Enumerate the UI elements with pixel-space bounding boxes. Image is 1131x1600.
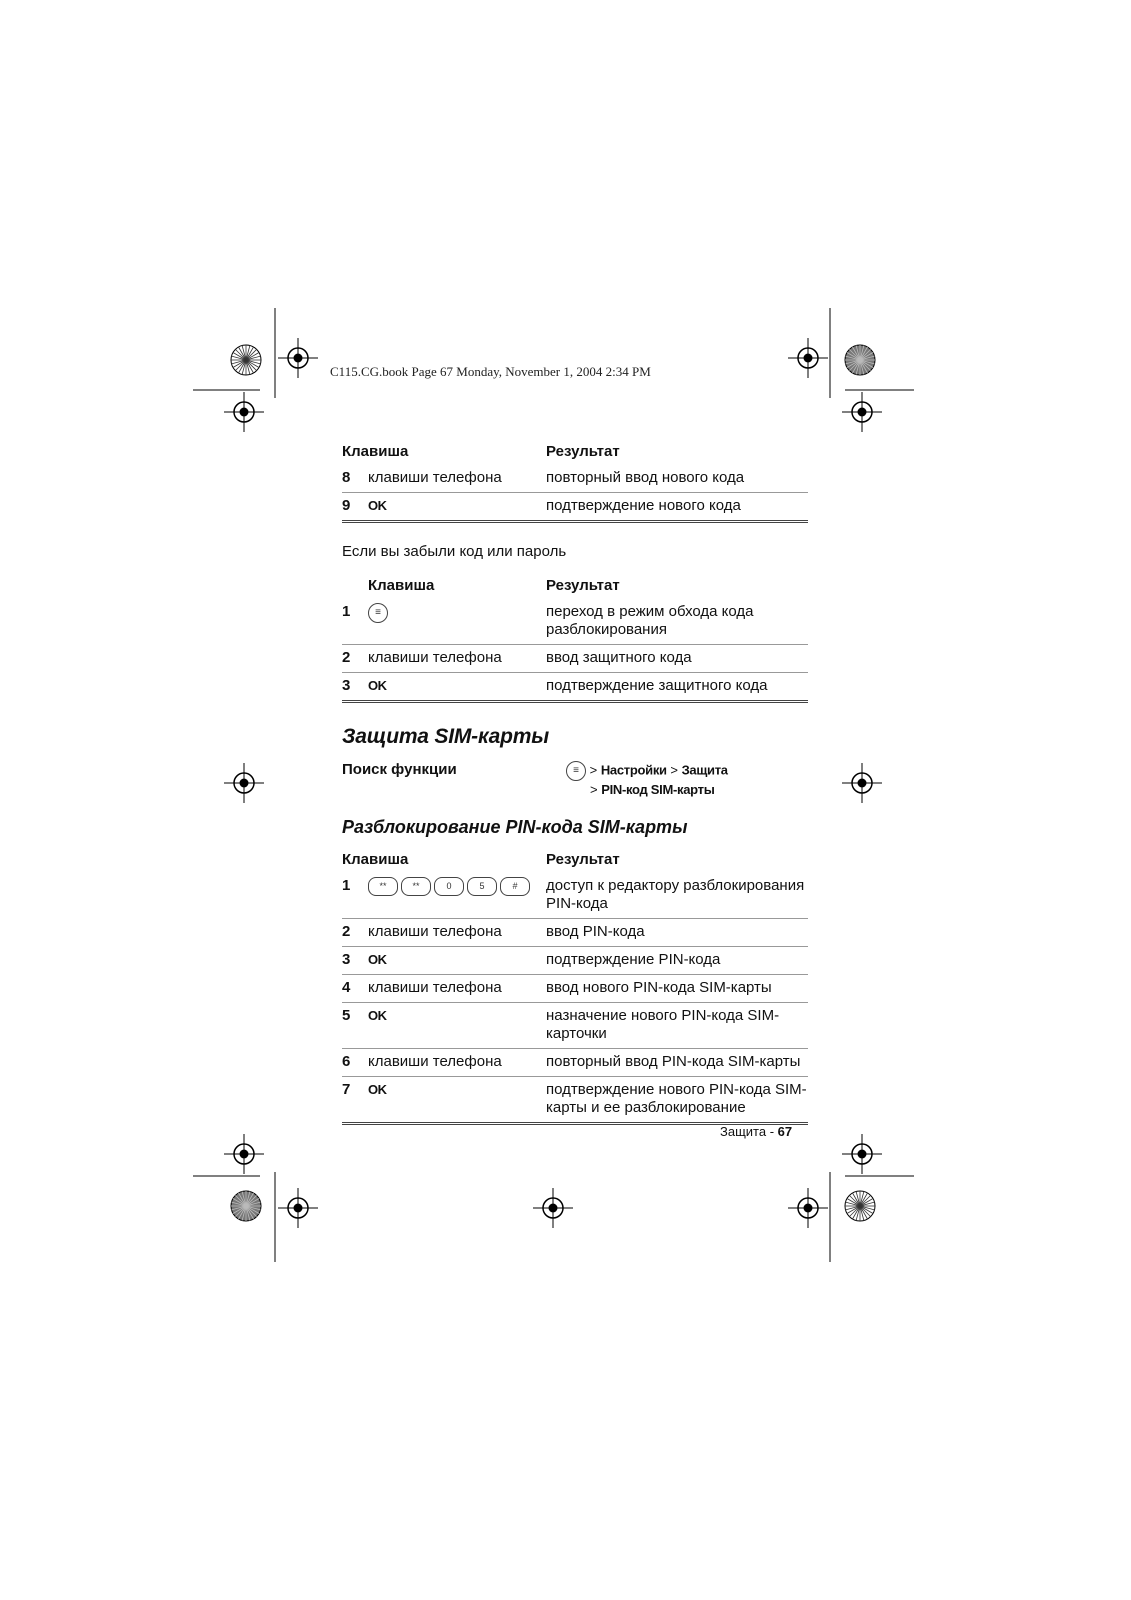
- step-number: 3: [342, 947, 368, 975]
- menu-key-icon: ≡: [566, 761, 586, 781]
- col-key-header: Клавиша: [342, 443, 409, 460]
- ok-key-label: OK: [368, 952, 387, 967]
- registration-mark-icon: [842, 1134, 882, 1174]
- key-cell: клавиши телефона: [368, 919, 546, 947]
- result-cell: подтверждение нового кода: [546, 493, 808, 522]
- path-separator: >: [589, 762, 598, 778]
- registration-mark-icon: [842, 392, 882, 432]
- col-result-header: Результат: [546, 851, 620, 868]
- color-wheel-icon: [845, 1191, 875, 1221]
- key-cell: [368, 1003, 546, 1049]
- col-num-header: [342, 574, 368, 599]
- star-key-icon: **: [401, 877, 431, 896]
- result-cell: ввод PIN-кода: [546, 919, 808, 947]
- registration-mark-icon: [788, 1188, 828, 1228]
- key-cell: клавиши телефона: [368, 975, 546, 1003]
- table-row: [342, 873, 808, 919]
- step-number: 8: [342, 469, 351, 486]
- table-row: [342, 947, 808, 975]
- page-content: [342, 440, 808, 1125]
- color-wheel-icon: [845, 345, 875, 375]
- table-row: [342, 919, 808, 947]
- color-wheel-icon: [231, 1191, 261, 1221]
- registration-mark-icon: [788, 338, 828, 378]
- table-row: [342, 493, 808, 522]
- menu-key-icon: ≡: [368, 603, 388, 623]
- result-cell: подтверждение PIN-кода: [546, 947, 808, 975]
- key-table-forgot: [342, 574, 808, 703]
- hash-key-icon: #: [500, 877, 530, 896]
- key-cell: [368, 673, 546, 702]
- menu-path: [566, 761, 728, 799]
- col-result-header: Результат: [546, 577, 620, 594]
- registration-mark-icon: [224, 1134, 264, 1174]
- footer-section: Защита: [720, 1124, 767, 1139]
- key-cell: [368, 873, 546, 919]
- key-cell: клавиши телефона: [368, 645, 546, 673]
- table-row: [342, 1077, 808, 1124]
- col-result-header: Результат: [546, 443, 620, 460]
- forgot-code-intro: Если вы забыли код или пароль: [342, 543, 567, 560]
- table-row: [342, 975, 808, 1003]
- result-cell: назначение нового PIN-кода SIM-карточки: [546, 1003, 808, 1049]
- star-key-icon: **: [368, 877, 398, 896]
- col-key-header: Клавиша: [342, 851, 409, 868]
- registration-mark-icon: [533, 1188, 573, 1228]
- section-title-sim-protect: Защита SIM-карты: [342, 725, 549, 748]
- result-cell: переход в режим обхода кода разблокирования: [546, 603, 754, 638]
- feature-search-row: [342, 761, 808, 799]
- result-cell: подтверждение нового PIN-кода SIM-карты и ее разблокирование: [546, 1077, 808, 1124]
- result-cell: ввод защитного кода: [546, 645, 808, 673]
- ok-key-label: OK: [368, 678, 387, 693]
- result-cell: повторный ввод нового кода: [546, 469, 745, 486]
- step-number: 4: [342, 975, 368, 1003]
- page-number: 67: [777, 1124, 793, 1139]
- result-cell: ввод нового PIN-кода SIM-карты: [546, 975, 808, 1003]
- step-number: 3: [342, 673, 368, 702]
- step-number: 9: [342, 493, 368, 522]
- step-number: 7: [342, 1077, 368, 1124]
- zero-key-icon: 0: [434, 877, 464, 896]
- key-table-continued: [342, 440, 808, 523]
- key-cell: клавиши телефона: [368, 469, 502, 486]
- step-number: 1: [342, 877, 351, 894]
- color-wheel-icon: [231, 345, 261, 375]
- path-item-sim-pin: PIN-код SIM-карты: [601, 782, 715, 797]
- ok-key-label: OK: [368, 1008, 387, 1023]
- feature-search-label: Поиск функции: [342, 761, 457, 778]
- key-cell: клавиши телефона: [368, 1049, 546, 1077]
- book-info-line: C115.CG.book Page 67 Monday, November 1, 2004 2:34 PM: [330, 364, 651, 379]
- step-number: 1: [342, 603, 351, 620]
- step-number: 6: [342, 1049, 368, 1077]
- registration-mark-icon: [278, 1188, 318, 1228]
- subsection-title-pin-unlock: Разблокирование PIN-кода SIM-карты: [342, 817, 688, 837]
- result-cell: доступ к редактору разблокирования PIN-кода: [546, 877, 805, 912]
- col-key-header: Клавиша: [368, 577, 435, 594]
- step-number: 2: [342, 645, 368, 673]
- path-separator: >: [670, 762, 678, 778]
- table-row: [342, 465, 808, 493]
- key-cell: [368, 1077, 546, 1124]
- step-number: 2: [342, 919, 368, 947]
- key-table-pin-unlock: [342, 848, 808, 1125]
- registration-mark-icon: [224, 763, 264, 803]
- page-footer: [720, 1124, 792, 1139]
- table-row: [342, 599, 808, 645]
- table-row: [342, 1003, 808, 1049]
- result-cell: повторный ввод PIN-кода SIM-карты: [546, 1049, 808, 1077]
- ok-key-label: OK: [368, 498, 387, 513]
- result-cell: подтверждение защитного кода: [546, 673, 808, 702]
- key-cell: [368, 493, 546, 522]
- registration-mark-icon: [278, 338, 318, 378]
- registration-mark-icon: [224, 392, 264, 432]
- key-cell: [368, 599, 546, 645]
- table-row: [342, 1049, 808, 1077]
- ok-key-label: OK: [368, 1082, 387, 1097]
- five-key-icon: 5: [467, 877, 497, 896]
- key-cell: [368, 947, 546, 975]
- footer-dash: -: [769, 1124, 775, 1139]
- table-row: [342, 645, 808, 673]
- registration-mark-icon: [842, 763, 882, 803]
- path-item-security: Защита: [681, 762, 728, 778]
- path-separator: >: [590, 782, 598, 797]
- path-item-settings: Настройки: [600, 762, 667, 778]
- step-number: 5: [342, 1003, 368, 1049]
- table-row: [342, 673, 808, 702]
